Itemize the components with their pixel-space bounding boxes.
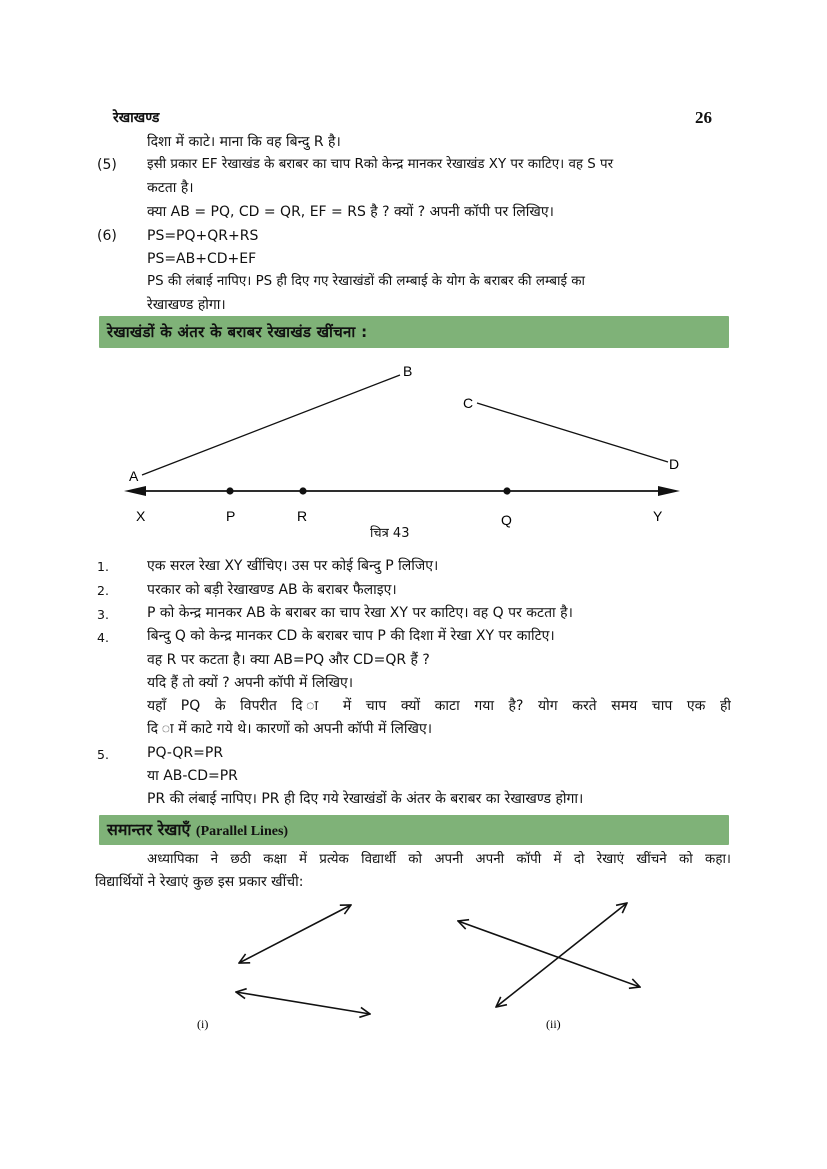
point-p <box>226 487 233 494</box>
paragraph-line-1: अध्यापिका ने छठी कक्षा में प्रत्येक विद्यार्थी को अपनी अपनी कॉपी में दो रेखाएं खींचने को कहा। <box>147 852 731 867</box>
step-2-line: परकार को बड़ी रेखाखण्ड AB के बराबर फैलाइए। <box>147 582 397 598</box>
parallel-lines-figure <box>0 895 827 1045</box>
step-4-line-1: बिन्दु Q को केन्द्र मानकर CD के बराबर चाप P की दिशा में रेखा XY पर काटिए। <box>147 628 555 644</box>
section-heading-band-parallel <box>99 815 729 845</box>
fig-i-line-lower <box>236 992 370 1014</box>
label-a: A <box>129 468 139 484</box>
point-r <box>299 487 306 494</box>
heading-english: (Parallel Lines) <box>195 824 289 839</box>
arrowhead-y <box>658 486 680 496</box>
figure-caption: चित्र 43 <box>370 526 410 541</box>
fig-ii-label: (ii) <box>546 1017 561 1031</box>
step-5-line-3: क्या AB = PQ, CD = QR, EF = RS है ? क्यों ? अपनी कॉपी पर लिखिए। <box>147 204 554 220</box>
segment-ab <box>142 375 400 475</box>
step-5-list-line-1: PQ-QR=PR <box>147 745 224 761</box>
step-5-list-line-3: PR की लंबाई नापिए। PR ही दिए गये रेखाखंडों के अंतर के बराबर का रेखाखण्ड होगा। <box>147 791 584 807</box>
step-4-number: 4. <box>97 630 109 645</box>
paragraph-line-2: विद्यार्थियों ने रेखाएं कुछ इस प्रकार खींची: <box>95 874 304 890</box>
section-heading-parallel-lines <box>107 820 288 842</box>
step-1-number: 1. <box>97 559 109 574</box>
step-5-list-number: 5. <box>97 747 109 762</box>
step-6-line-2: PS=AB+CD+EF <box>147 251 257 267</box>
page-number: 26 <box>695 108 712 127</box>
section-heading-difference: रेखाखंडों के अंतर के बराबर रेखाखंड खींचना : <box>107 323 368 341</box>
step-6-line-1: PS=PQ+QR+RS <box>147 228 259 244</box>
step-1-line: एक सरल रेखा XY खींचिए। उस पर कोई बिन्दु P लिजिए। <box>147 558 439 574</box>
chapter-title: रेखाखण्ड <box>113 110 160 126</box>
step-4-line-5: दि ा में काटे गये थे। कारणों को अपनी कॉपी में लिखिए। <box>147 721 433 737</box>
step-6-line-3: PS की लंबाई नापिए। PS ही दिए गए रेखाखंडों की लम्बाई के योग के बराबर की लम्बाई का <box>147 274 586 289</box>
label-c: C <box>463 395 474 411</box>
step-6-number: (6) <box>97 228 117 244</box>
fig-i-line-upper <box>239 905 351 963</box>
step-5-line-1: इसी प्रकार EF रेखाखंड के बराबर का चाप Rको केन्द्र मानकर रेखाखंड XY पर काटिए। वह S पर <box>147 157 614 172</box>
step-6-line-4: रेखाखण्ड होगा। <box>147 297 226 313</box>
segment-cd <box>477 403 668 462</box>
label-d: D <box>669 456 680 472</box>
fig-ii-line-b <box>496 903 627 1007</box>
figure-43 <box>0 355 827 550</box>
step-3-number: 3. <box>97 607 109 622</box>
continuation-line: दिशा में काटे। माना कि वह बिन्दु R है। <box>147 134 341 150</box>
step-5-list-line-2: या AB-CD=PR <box>147 768 238 784</box>
heading-hindi: समान्तर रेखाएँ <box>107 820 191 839</box>
step-4-line-3: यदि हैं तो क्यों ? अपनी कॉपी में लिखिए। <box>147 675 354 691</box>
label-y: Y <box>653 508 663 524</box>
label-q: Q <box>501 512 512 528</box>
label-p: P <box>226 508 236 524</box>
arrowhead-x <box>124 486 146 496</box>
step-2-number: 2. <box>97 583 109 598</box>
fig-i-label: (i) <box>197 1017 209 1031</box>
step-5-line-2: कटता है। <box>147 180 194 196</box>
label-b: B <box>403 363 413 379</box>
section-heading-band <box>99 316 729 348</box>
fig-ii-line-a <box>458 921 640 987</box>
step-5-number: (5) <box>97 157 117 173</box>
step-4-line-2: वह R पर कटता है। क्या AB=PQ और CD=QR हैं ? <box>147 652 430 668</box>
label-x: X <box>136 508 146 524</box>
step-3-line: P को केन्द्र मानकर AB के बराबर का चाप रेखा XY पर काटिए। वह Q पर कटता है। <box>147 605 573 621</box>
step-4-line-4: यहाँ PQ के विपरीत दि ा में चाप क्यों काटा गया है? योग करते समय चाप एक ही <box>147 698 731 714</box>
point-q <box>503 487 510 494</box>
label-r: R <box>297 508 308 524</box>
